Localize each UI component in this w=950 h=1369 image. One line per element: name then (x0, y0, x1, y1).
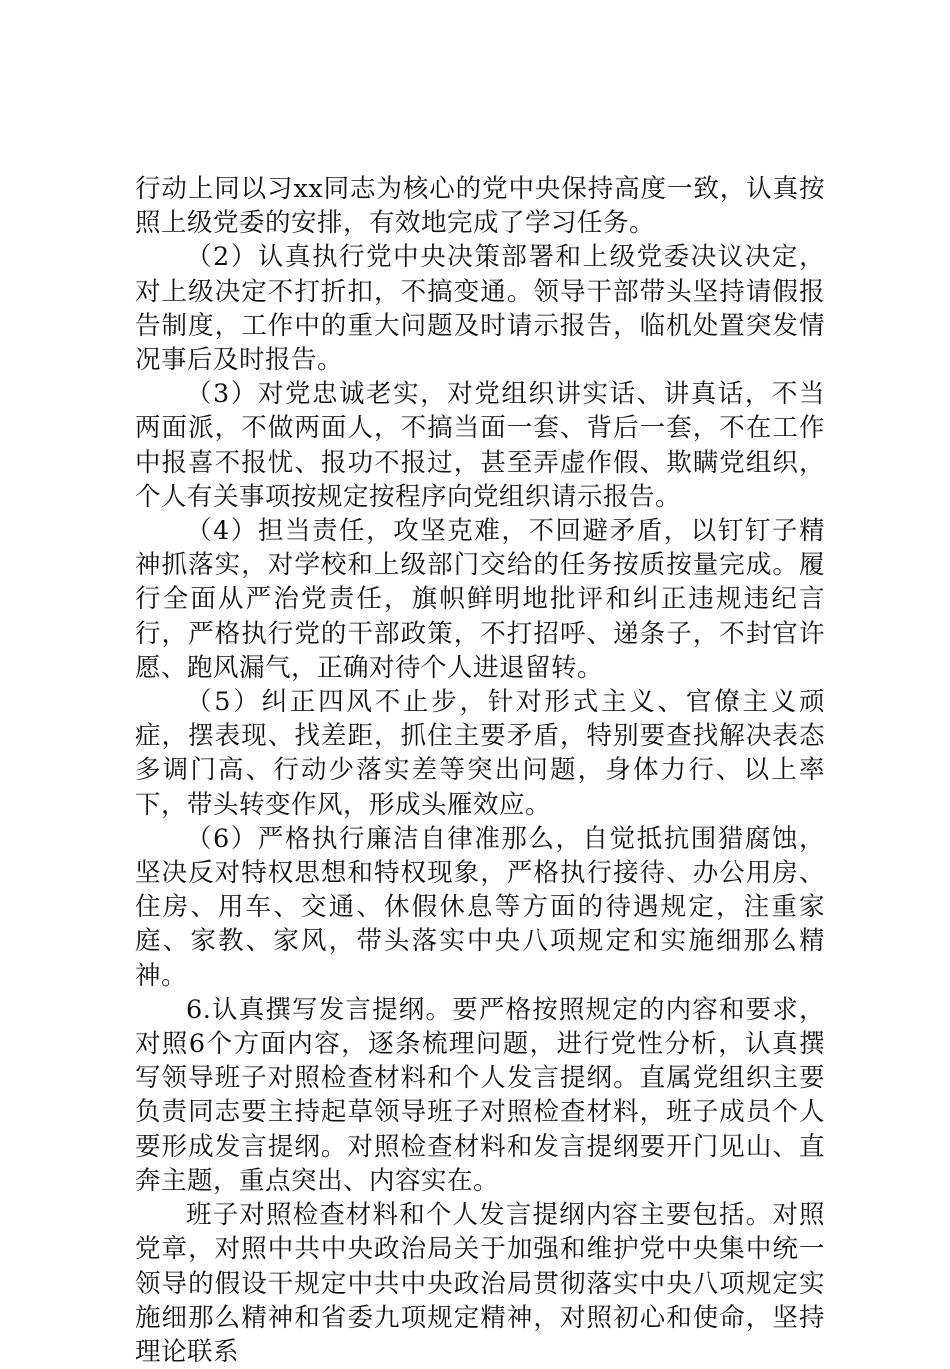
paragraph-continuation: 行动上同以习xx同志为核心的党中央保持高度一致，认真按照上级党委的安排，有效地完成了学习任务。 (135, 174, 825, 239)
document-body (135, 172, 825, 1369)
paragraph-item-5: （5）纠正四风不止步，针对形式主义、官僚主义顽症，摆表现、找差距，抓住主要矛盾，特别要查找解决表态多调门高、行动少落实差等突出问题，身体力行、以上率下，带头转变作风，形成头雁效应。 (135, 687, 825, 820)
paragraph-item-2: （2）认真执行党中央决策部署和上级党委决议决定，对上级决定不打折扣，不搞变通。领导干部带头坚持请假报告制度，工作中的重大问题及时请示报告，临机处置突发情况事后及时报告。 (135, 242, 825, 376)
paragraph-item-3: （3）对党忠诚老实，对党组织讲实话、讲真话，不当两面派，不做两面人，不搞当面一套、背后一套，不在工作中报喜不报忧、报功不报过，甚至弄虚作假、欺瞒党组织，个人有关事项按规定按程序向党组织请示报告。 (135, 379, 825, 512)
paragraph-item-6: （6）严格执行廉洁自律准那么，自觉抵抗围猎腐蚀，坚决反对特权思想和特权现象，严格执行接待、办公用房、住房、用车、交通、休假休息等方面的待遇规定，注重家庭、家教、家风，带头落实中央八项规定和实施细那么精神。 (135, 823, 825, 991)
paragraph-materials-content: 班子对照检查材料和个人发言提纲内容主要包括。对照党章，对照中共中央政治局关于加强和维护党中央集中统一领导的假设干规定中共中央政治局贯彻落实中央八项规定实施细那么精神和省委九项规定精神，对照初心和使命，坚持理论联系 (135, 1200, 825, 1367)
paragraph-item-4: （4）担当责任，攻坚克难，不回避矛盾，以钉钉子精神抓落实，对学校和上级部门交给的任务按质按量完成。履行全面从严治党责任，旗帜鲜明地批评和纠正违规违纪言行，严格执行党的干部政策，不打招呼、递条子，不封官许愿、跑风漏气，正确对待个人进退留转。 (135, 516, 825, 683)
paragraph-section-6: 6.认真撰写发言提纲。要严格按照规定的内容和要求，对照6个方面内容，逐条梳理问题，进行党性分析，认真撰写领导班子对照检查材料和个人发言提纲。直属党组织主要负责同志要主持起草领导班子对照检查材料，班子成员个人要形成发言提纲。对照检查材料和发言提纲要开门见山、直奔主题，重点突出、内容实在。 (135, 994, 825, 1196)
